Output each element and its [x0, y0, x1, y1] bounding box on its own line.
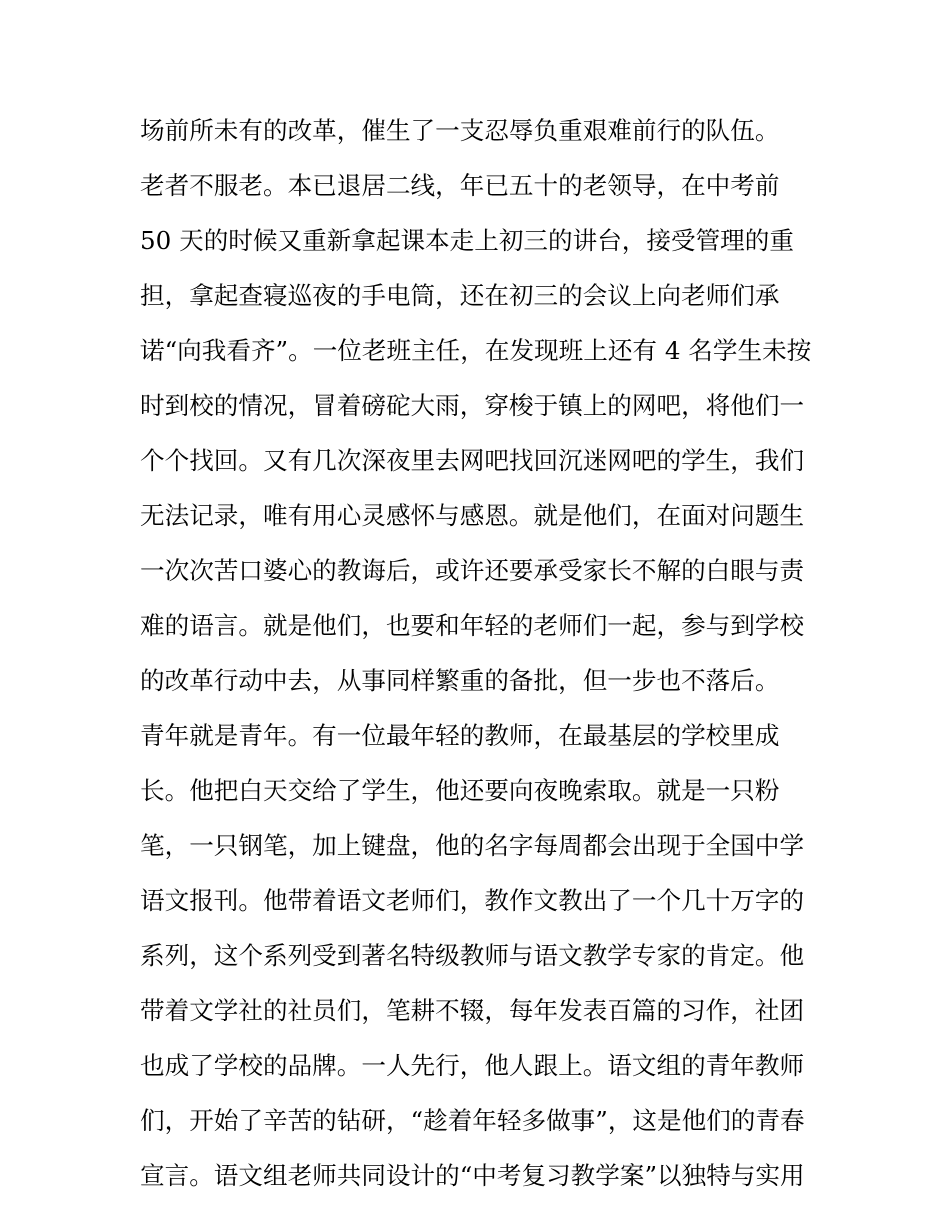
- text-line: 语文报刊。他带着语文老师们，教作文教出了一个几十万字的: [140, 886, 805, 915]
- text-line: 长。他把白天交给了学生，他还要向夜晚索取。就是一只粉: [140, 776, 780, 805]
- text-line: 系列，这个系列受到著名特级教师与语文教学专家的肯定。他: [140, 941, 805, 970]
- text-line: 场前所未有的改革，催生了一支忍辱负重艰难前行的队伍。: [140, 116, 780, 145]
- text-line: 的改革行动中去，从事同样繁重的备批，但一步也不落后。: [140, 666, 780, 695]
- text-line: 难的语言。就是他们，也要和年轻的老师们一起，参与到学校: [140, 611, 805, 640]
- text-line: 宣言。语文组老师共同设计的“中考复习教学案”以独特与实用: [140, 1161, 805, 1190]
- text-line: 带着文学社的社员们，笔耕不辍，每年发表百篇的习作，社团: [140, 996, 805, 1025]
- text-line: 也成了学校的品牌。一人先行，他人跟上。语文组的青年教师: [140, 1051, 805, 1080]
- text-line: 们，开始了辛苦的钻研，“趁着年轻多做事”，这是他们的青春: [140, 1106, 805, 1135]
- text-line: 个个找回。又有几次深夜里去网吧找回沉迷网吧的学生，我们: [140, 446, 805, 475]
- text-line: 老者不服老。本已退居二线，年已五十的老领导，在中考前: [140, 171, 780, 200]
- text-line: 担，拿起查寝巡夜的手电筒，还在初三的会议上向老师们承: [140, 281, 780, 310]
- text-line: 无法记录，唯有用心灵感怀与感恩。就是他们，在面对问题生: [140, 501, 805, 530]
- body-text: [140, 103, 820, 1203]
- text-line: 诺“向我看齐”。一位老班主任，在发现班上还有 4 名学生未按: [140, 336, 812, 365]
- text-line: 青年就是青年。有一位最年轻的教师，在最基层的学校里成: [140, 721, 780, 750]
- text-line: 时到校的情况，冒着磅砣大雨，穿梭于镇上的网吧，将他们一: [140, 391, 805, 420]
- text-line: 50 天的时候又重新拿起课本走上初三的讲台，接受管理的重: [140, 226, 794, 255]
- text-line: 一次次苦口婆心的教诲后，或许还要承受家长不解的白眼与责: [140, 556, 805, 585]
- text-line: 笔，一只钢笔，加上键盘，他的名字每周都会出现于全国中学: [140, 831, 805, 860]
